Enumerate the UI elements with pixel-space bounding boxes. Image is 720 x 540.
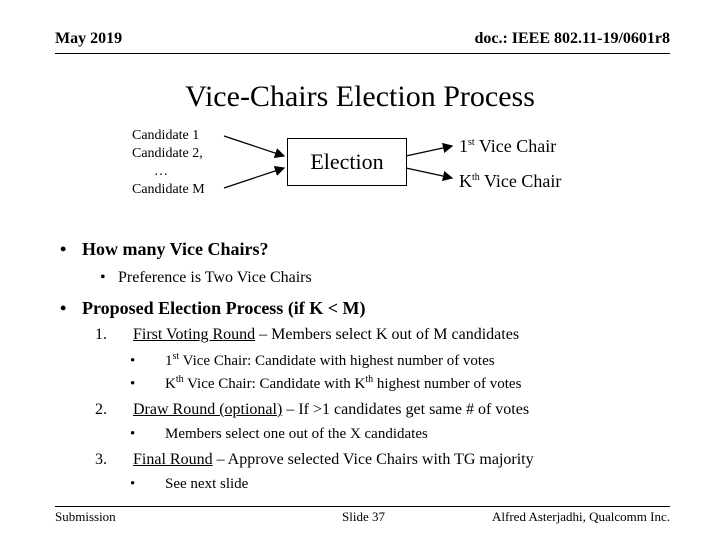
bullet-how-many: • How many Vice Chairs? <box>60 239 269 259</box>
sub-bullet-preference: • Preference is Two Vice Chairs <box>100 269 312 286</box>
footer-rule <box>55 506 670 507</box>
step-1-sub-2: • $K^{th}$ Vice Chair: Candidate with $K^{th}$ highest number of votes <box>130 374 522 392</box>
candidate-ellipsis: … <box>154 164 168 179</box>
candidate-2: Candidate 2, <box>132 146 203 161</box>
arrow-out-bottom <box>406 168 452 178</box>
step-1-sub-1: • 1st Vice Chair: Candidate with highest number of votes <box>130 351 495 369</box>
step-3-sub-1: • See next slide <box>130 476 249 492</box>
footer-author: Alfred Asterjadhi, Qualcomm Inc. <box>492 509 670 524</box>
step-3: 3. Final Round – Approve selected Vice Chairs with TG majority <box>95 451 534 468</box>
bullet-proposed-process: • Proposed Election Process (if K < M) <box>60 298 366 318</box>
footer-submission: Submission <box>55 509 116 524</box>
candidate-m: Candidate M <box>132 182 205 197</box>
first-vice-chair-label: 1st Vice Chair <box>459 136 557 156</box>
arrow-out-top <box>406 146 452 156</box>
candidate-1: Candidate 1 <box>132 128 200 143</box>
kth-vice-chair-label: $K^{th}$ Vice Chair <box>459 171 562 191</box>
header-date: May 2019 <box>55 30 123 47</box>
footer-slide-number: Slide 37 <box>342 509 385 524</box>
step-2: 2. Draw Round (optional) – If >1 candidates get same # of votes <box>95 401 530 418</box>
election-box: Election <box>287 138 407 186</box>
arrow-in-top <box>224 136 284 156</box>
step-1: 1. First Voting Round – Members select K out of M candidates <box>95 326 520 343</box>
arrow-in-bottom <box>224 168 284 188</box>
page-title: Vice-Chairs Election Process <box>185 80 535 113</box>
header-doc-id: doc.: IEEE 802.11-19/0601r8 <box>474 30 670 47</box>
step-2-sub-1: • Members select one out of the X candidates <box>130 426 428 442</box>
